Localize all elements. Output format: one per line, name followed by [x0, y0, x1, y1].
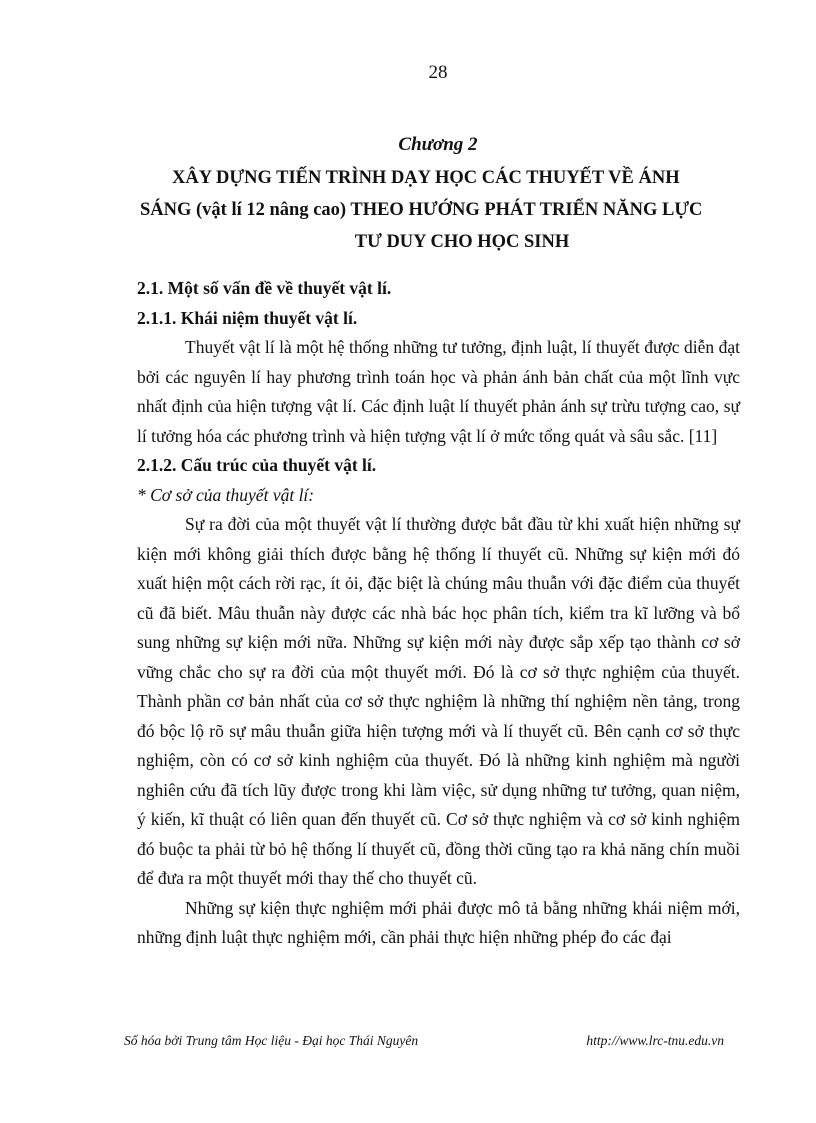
footer-source: Số hóa bởi Trung tâm Học liệu - Đại học Thái Nguyên: [124, 1033, 419, 1048]
page-number: 28: [428, 62, 448, 83]
section-heading-2-1-2: 2.1.2. Cấu trúc của thuyết vật lí.: [137, 455, 377, 475]
paragraph-continuation: Những sự kiện thực nghiệm mới phải được mô tả bằng những khái niệm mới, những định luật thực nghiệm mới, cần phải thực hiện những phép đo các đại: [137, 897, 740, 947]
body-content: [137, 274, 740, 953]
footer-url: http://www.lrc-tnu.edu.vn: [586, 1033, 724, 1048]
section-heading-2-1-1: 2.1.1. Khái niệm thuyết vật lí.: [137, 307, 358, 328]
paragraph-basis: Sự ra đời của một thuyết vật lí thường được bắt đầu từ khi xuất hiện những sự kiện mới không giải thích được bằng hệ thống lí thuyết cũ. Những sự kiện mới đó xuất hiện một cách rời rạc, ít ỏi, đặc biệt là chúng mâu thuẫn với đặc điểm của thuyết cũ đã biết. Mâu thuẫn này được các nhà bác học phân tích, kiểm tra kĩ lưỡng và bổ sung những sự kiện mới nữa. Những sự kiện mới này được sắp xếp tạo thành cơ sở vững chắc cho sự ra đời của một thuyết mới. Đó là cơ sở thực nghiệm của thuyết. Thành phần cơ bản nhất của cơ sở thực nghiệm là những thí nghiệm nền tảng, trong đó bộc lộ rõ sự mâu thuẫn giữa hiện tượng mới và lí thuyết cũ. Bên cạnh cơ sở thực nghiệm, còn có cơ sở kinh nghiệm của thuyết. Đó là những kinh nghiệm mà người nghiên cứu đã tích lũy được trong khi làm việc, sử dụng những tư tưởng, quan niệm, ý kiến, kĩ thuật có liên quan đến thuyết cũ. Cơ sở thực nghiệm và cơ sở kinh nghiệm đó buộc ta phải từ bỏ hệ thống lí thuyết cũ, đồng thời cũng tạo ra khả năng chín muồi để đưa ra một thuyết mới thay thế cho thuyết cũ.: [137, 514, 740, 888]
chapter-title-line-3: TƯ DUY CHO HỌC SINH: [354, 232, 570, 252]
subheading-basis: * Cơ sở của thuyết vật lí:: [137, 484, 315, 505]
section-heading-2-1: 2.1. Một số vấn đề về thuyết vật lí.: [137, 278, 392, 298]
paragraph-definition: Thuyết vật lí là một hệ thống những tư tưởng, định luật, lí thuyết được diễn đạt bởi các nguyên lí hay phương trình toán học và phản ánh bản chất của một lĩnh vực nhất định của hiện tượng vật lí. Các định luật lí thuyết phản ánh sự trừu tượng cao, sự lí tưởng hóa các phương trình và hiện tượng vật lí ở mức tổng quát và sâu sắc. [11]: [137, 337, 740, 446]
chapter-title-line-2: SÁNG (vật lí 12 nâng cao) THEO HƯỚNG PHÁT TRIỂN NĂNG LỰC: [140, 200, 703, 220]
chapter-title-line-1: XÂY DỰNG TIẾN TRÌNH DẠY HỌC CÁC THUYẾT VỀ ÁNH: [172, 168, 680, 188]
chapter-title: [124, 162, 756, 258]
chapter-label: Chương 2: [398, 134, 478, 155]
